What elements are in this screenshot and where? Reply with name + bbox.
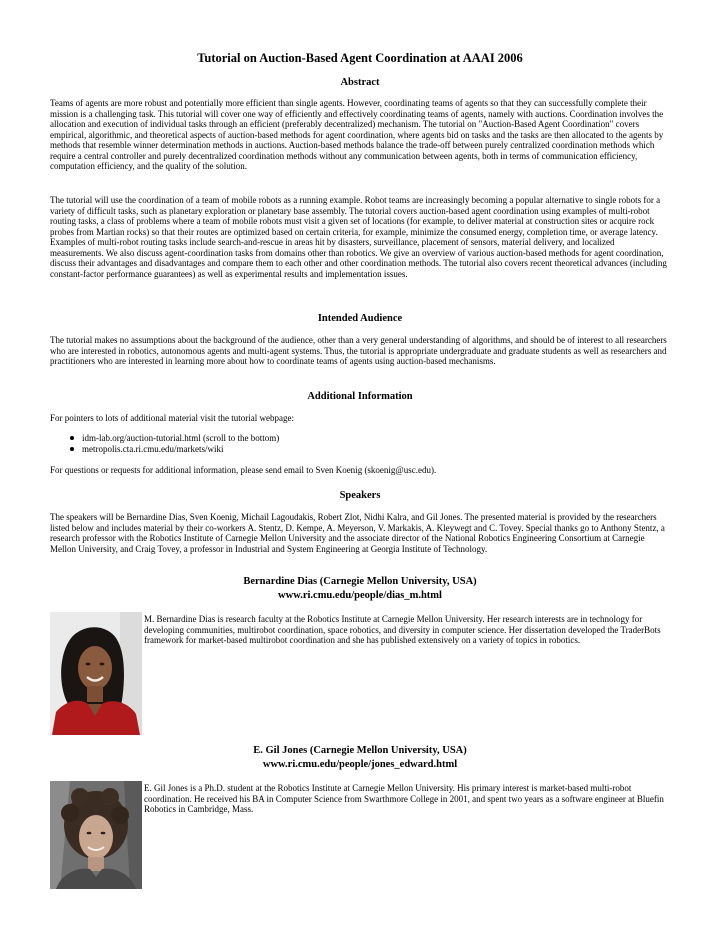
- contact-paragraph: For questions or requests for additional information, please send email to Sven Koenig (skoenig@usc.edu).: [50, 465, 437, 475]
- bullet-icon: [70, 447, 74, 451]
- speaker-bio: E. Gil Jones is a Ph.D. student at the Robotics Institute at Carnegie Mellon University. His primary interest is market-based multi-robot coordination. He received his BA in Computer Science from Swarthmore College in 2001, and spent two years as a software engineer at Bluefin Robotics in Cambridge, Mass.: [144, 783, 664, 814]
- abstract-paragraph-1: Teams of agents are more robust and potentially more efficient than single agents. However, coordinating teams of agents so that they can successfully complete their mission is a challenging task. This tutorial will cover one way of efficiently and effectively coordinating teams of agents, namely with auctions. Coordination involves the allocation and execution of individual tasks through an efficient (preferably decentralized) mechanism. The tutorial on "Auction-Based Agent Coordination" covers empirical, algorithmic, and theoretical aspects of auction-based methods for agent coordination, where agents bid on tasks and the tasks are then allocated to the agents by methods that resemble winner determination methods in auctions. Auction-based methods balance the trade-off between purely centralized coordination methods which require a central controller and purely decentralized coordination methods without any communication between agents, both in terms of communication efficiency, computation efficiency, and the quality of the solution.: [50, 98, 664, 171]
- speakers-paragraph: The speakers will be Bernardine Dias, Sven Koenig, Michail Lagoudakis, Robert Zlot, Nidhi Kalra, and Gil Jones. The presented material is provided by the researchers listed below and includes material by their co-workers A. Stentz, D. Kempe, A. Meyerson, V. Markakis, A. Kleywegt and C. Tovey. Special thanks go to Anthony Stentz, a research professor with the Robotics Institute of Carnegie Mellon University and the associate director of the National Robotics Engineering Consortium at Carnegie Mellon University, and Craig Tovey, a professor in Industrial and System Engineering at Georgia Institute of Technology.: [50, 512, 665, 554]
- list-item[interactable]: [50, 433, 670, 444]
- portrait-image: [50, 612, 142, 735]
- list-item[interactable]: [50, 444, 670, 455]
- additional-info-heading: Additional Information: [307, 391, 413, 402]
- audience-paragraph: The tutorial makes no assumptions about the background of the audience, other than a very general understanding of algorithms, and should be of interest to all researchers who are interested in robotics, autonomous agents and multi-agent systems. Thus, the tutorial is appropriate undergraduate and graduate students as well as researchers and practitioners who are interested in learning more about how to coordinate teams of agents using auction-based mechanisms.: [50, 335, 667, 366]
- speaker-name: E. Gil Jones (Carnegie Mellon University, USA): [253, 745, 467, 756]
- portrait-image: [50, 781, 142, 889]
- abstract-heading: Abstract: [340, 77, 380, 88]
- link-text[interactable]: idm-lab.org/auction-tutorial.html (scroll to the bottom): [82, 433, 280, 443]
- abstract-paragraph-2: The tutorial will use the coordination of a team of mobile robots as a running example. Robot teams are increasingly becoming a popular alternative to single robots for a variety of difficult tasks, such as planetary exploration or planetary base assembly. The tutorial covers auction-based agent coordination using examples of multi-robot routing tasks, a class of problems where a team of mobile robots must visit a given set of locations (for example, to deliver material at construction sites or acquire rock probes from Martian rocks) so that their routes are optimized based on certain criteria, for example, minimize the consumed energy, completion time, or average latency. Examples of multi-robot routing tasks include search-and-rescue in areas hit by disasters, surveillance, placement of sensors, material delivery, and localized measurements. We also discuss agent-coordination tasks from domains other than robotics. We give an overview of various auction-based methods for agent coordination, discuss their advantages and disadvantages and compare them to each other and other coordination methods. The tutorial also covers recent theoretical advances (including constant-factor performance guarantees) as well as experimental results and implementation issues.: [50, 195, 667, 279]
- speaker-url[interactable]: www.ri.cmu.edu/people/jones_edward.html: [262, 759, 458, 770]
- speaker-url[interactable]: www.ri.cmu.edu/people/dias_m.html: [278, 590, 442, 601]
- speaker-name: Bernardine Dias (Carnegie Mellon University, USA): [243, 576, 477, 587]
- page-title: Tutorial on Auction-Based Agent Coordination at AAAI 2006: [197, 51, 523, 65]
- speaker-bio: M. Bernardine Dias is research faculty at the Robotics Institute at Carnegie Mellon University. Her research interests are in technology for developing communities, multirobot coordination, space robotics, and diversity in computer science. Her dissertation developed the TraderBots framework for market-based multirobot coordination and she has published extensively on a variety of topics in robotics.: [144, 614, 661, 645]
- speaker-photo: [50, 612, 142, 735]
- speaker-photo: [50, 781, 142, 889]
- speakers-heading: Speakers: [339, 490, 381, 501]
- bullet-icon: [70, 436, 74, 440]
- link-text[interactable]: metropolis.cta.ri.cmu.edu/markets/wiki: [82, 443, 224, 454]
- audience-heading: Intended Audience: [317, 313, 403, 324]
- additional-info-intro: For pointers to lots of additional material visit the tutorial webpage:: [50, 413, 294, 423]
- link-list: [50, 433, 670, 454]
